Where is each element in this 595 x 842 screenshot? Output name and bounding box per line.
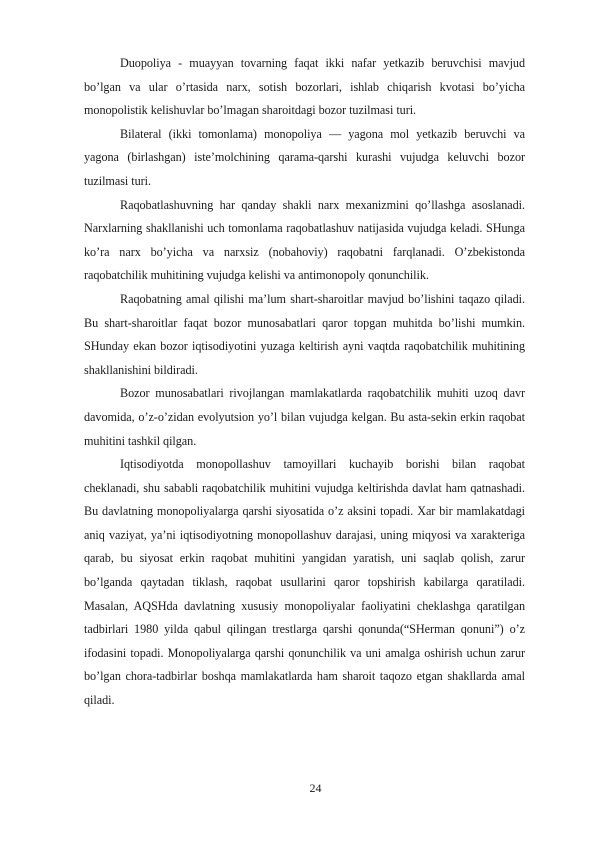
paragraph-bilateral-monopoly: Bilateral (ikki tomonlama) monopoliya — yagona mol yetkazib beruvchi va yagona (birlashgan) iste’molchining qarama-qarshi kurashi vujudga keluvchi bozor tuzilmasi turi. bbox=[84, 126, 525, 188]
paragraph-developed-countries: Bozor munosabatlari rivojlangan mamlakatlarda raqobatchilik muhiti uzoq davr davomida, o’z-o’zidan evolyutsion yo’l bilan vujudga kelgan. Bu asta-sekin erkin raqobat muhitini tashkil qilgan. bbox=[84, 386, 525, 448]
paragraph-duopoly: Duopoliya - muayyan tovarning faqat ikki nafar yetkazib beruvchisi mavjud bo’lgan va ular o’rtasida narx, sotish bozorlari, ishlab chiqarish kvotasi bo’yicha monopolistik kelishuvlar bo’lmagan sharoitdagi bozor tuzilmasi turi. bbox=[84, 56, 525, 118]
paragraph-competition-conditions: Raqobatning amal qilishi ma’lum shart-sharoitlar mavjud bo’lishini taqazo qiladi. Bu shart-sharoitlar faqat bozor munosabatlari qaror topgan muhitda bo’lishi mumkin. SHunday ekan bozor iqtisodiyotini yuzaga keltirish ayni vaqtda raqobatchilik muhitining shakllanishini bildiradi. bbox=[84, 291, 525, 377]
paragraph-antimonopoly-policy: Iqtisodiyotda monopollashuv tamoyillari kuchayib borishi bilan raqobat cheklanadi, shu sababli raqobatchilik muhitini vujudga keltirishda davlat ham qatnashadi. Bu davlatning monopoliyalarga qarshi siyosatida o’z aksini topadi. Xar bir mamlakatdagi aniq vaziyat, ya’ni iqtisodiyotning monopollashuv darajasi, uning miqyosi va xarakteriga qarab, bu siyosat erkin raqobat muhitini yangidan yaratish, uni saqlab qolish, zarur bo’lganda qaytadan tiklash, raqobat usullarini qaror topshirish kabilarga qaratiladi. Masalan, AQSHda davlatning xususiy monopoliyalar faoliyatini cheklashga qaratilgan tadbirlari 1980 yilda qabul qilingan trestlarga qarshi qonunda(“SHerman qonuni”) o’z ifodasini topadi. Monopoliyalarga qarshi qonunchilik va uni amalga oshirish uchun zarur bo’lgan chora-tadbirlar boshqa mamlakatlarda ham sharoit taqozo etgan shakllarda amal qiladi. bbox=[84, 457, 525, 708]
page-number: 24 bbox=[309, 781, 322, 795]
document-body bbox=[84, 52, 525, 713]
paragraph-competition-forms: Raqobatlashuvning har qanday shakli narx mexanizmini qo’llashga asoslanadi. Narxlarning shakllanishi uch tomonlama raqobatlashuv natijasida vujudga keladi. SHunga ko’ra narx bo’yicha va narxsiz (nobahoviy) raqobatni farqlanadi. O’zbekistonda raqobatchilik muhitining vujudga kelishi va antimonopoly qonunchilik. bbox=[84, 197, 525, 283]
